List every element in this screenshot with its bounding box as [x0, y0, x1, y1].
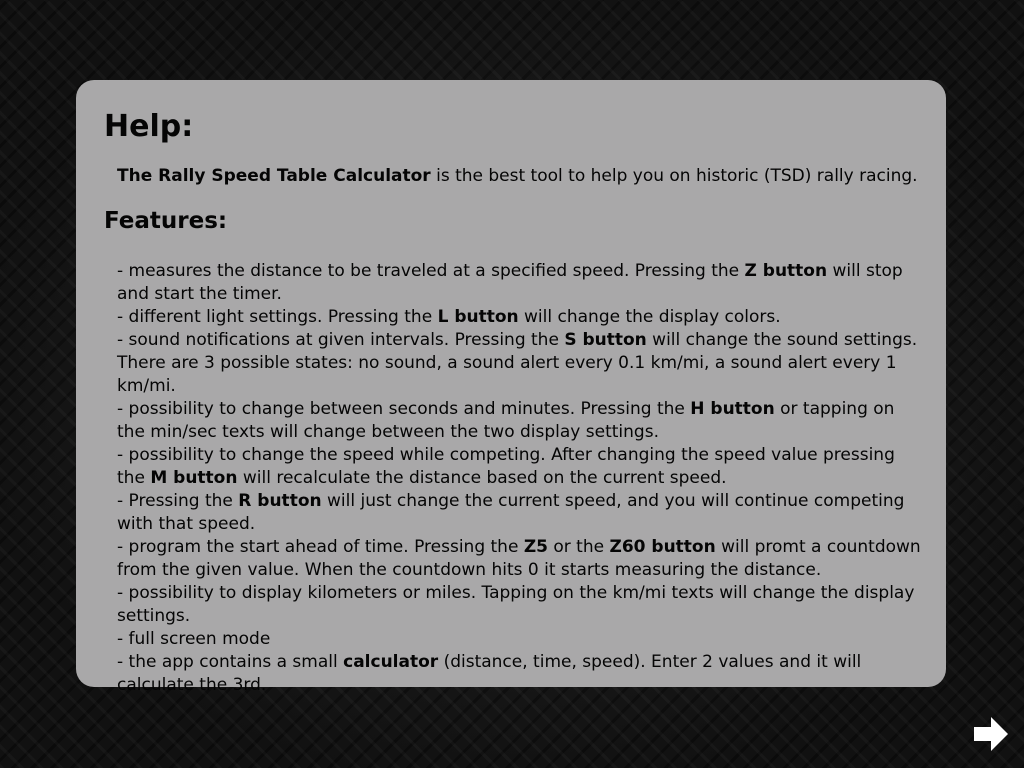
- feature-item: [117, 628, 922, 651]
- feature-text: will change the sound settings. There are 3 possible states: no sound, a sound alert every 0.1 km/mi, a sound alert every 1 km/mi.: [117, 329, 918, 396]
- feature-item: [117, 490, 922, 536]
- feature-keyword: S button: [564, 329, 647, 350]
- feature-item: [117, 398, 922, 444]
- feature-text: - sound notifications at given intervals. Pressing the: [117, 329, 565, 350]
- feature-item: [117, 651, 922, 697]
- arrow-right-icon: [972, 714, 1010, 754]
- feature-text: - different light settings. Pressing the: [117, 306, 438, 327]
- feature-text: or the: [547, 536, 610, 557]
- feature-keyword: Z button: [744, 260, 828, 281]
- help-panel: [76, 80, 946, 695]
- feature-text: - the app contains a small: [117, 651, 344, 672]
- feature-text: - program the start ahead of time. Pressing the: [117, 536, 524, 557]
- feature-keyword: R button: [238, 490, 322, 511]
- feature-keyword: L button: [437, 306, 519, 327]
- feature-text: or tapping on the min/sec texts will change between the two display settings.: [117, 398, 895, 442]
- feature-text: will recalculate the distance based on the current speed.: [237, 467, 727, 488]
- feature-keyword: Z5: [523, 536, 548, 557]
- features-title: Features:: [104, 207, 228, 234]
- feature-text: - full screen mode: [117, 628, 271, 649]
- feature-keyword: M button: [150, 467, 238, 488]
- feature-item: [117, 306, 922, 329]
- intro-description: is the best tool to help you on historic (TSD) rally racing.: [430, 166, 918, 186]
- feature-item: [117, 582, 922, 628]
- feature-item: [117, 260, 922, 306]
- feature-text: - possibility to change between seconds and minutes. Pressing the: [117, 398, 691, 419]
- feature-text: will stop and start the timer.: [117, 260, 903, 304]
- feature-item: [117, 329, 922, 398]
- feature-text: - measures the distance to be traveled at a specified speed. Pressing the: [117, 260, 745, 281]
- feature-text: - possibility to display kilometers or miles. Tapping on the km/mi texts will change the display settings.: [117, 582, 915, 626]
- feature-item: [117, 536, 922, 582]
- feature-item: [117, 444, 922, 490]
- feature-text: (distance, time, speed). Enter 2 values and it will calculate the 3rd.: [117, 651, 862, 695]
- next-button[interactable]: [972, 714, 1010, 754]
- feature-text: will change the display colors.: [518, 306, 781, 327]
- feature-text: will just change the current speed, and you will continue competing with that speed.: [117, 490, 905, 534]
- feature-keyword: Z60 button: [609, 536, 716, 557]
- intro-text: [117, 165, 918, 188]
- page-title: Help:: [104, 109, 194, 144]
- feature-text: - possibility to change the speed while competing. After changing the speed value pressing the: [117, 444, 895, 488]
- feature-keyword: calculator: [343, 651, 439, 672]
- feature-text: will promt a countdown from the given value. When the countdown hits 0 it starts measuring the distance.: [117, 536, 921, 580]
- feature-keyword: H button: [690, 398, 775, 419]
- features-list: [117, 260, 922, 697]
- app-name: The Rally Speed Table Calculator: [117, 166, 431, 186]
- feature-text: - Pressing the: [117, 490, 239, 511]
